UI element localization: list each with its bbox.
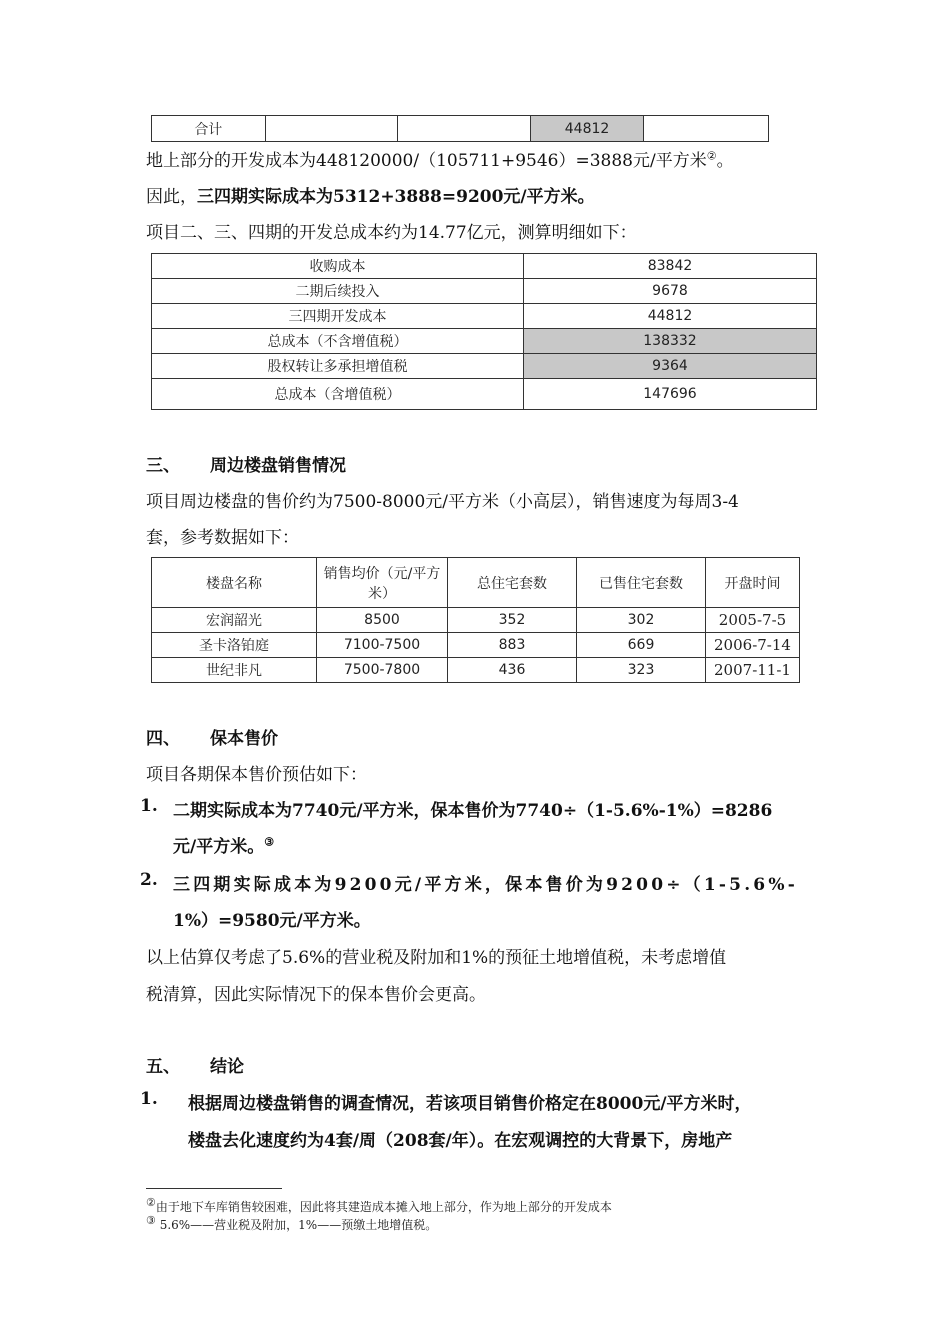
table-cell: 44812 [530,116,644,142]
list-item-phase34: 三四期实际成本为9200元/平方米，保本售价为9200÷（1-5.6%- [173,875,798,895]
table-row [152,304,817,329]
text: 地上部分的开发成本为448120000/（105711+9546）=3888元/平方米 [146,151,707,171]
table-row [152,379,817,410]
table-cell: 138332 [524,329,817,354]
paragraph-phase34-cost [146,182,595,207]
section-3-heading [146,451,346,476]
table-cell [398,116,531,142]
table-cell: 三四期开发成本 [152,304,524,329]
table-header-cell: 楼盘名称 [152,558,317,608]
table-header-cell: 已售住宅套数 [577,558,706,608]
table-cell: 302 [577,608,706,633]
table-cell: 股权转让多承担增值税 [152,354,524,379]
table-cell: 669 [577,633,706,658]
table-row [152,279,817,304]
table-row [152,254,817,279]
footnote-mark: ② [146,1196,156,1209]
paragraph-breakeven-intro: 项目各期保本售价预估如下： [146,765,367,785]
table-header-row [152,558,800,608]
footnote-separator [146,1188,282,1189]
list-item-number: 1. [140,796,158,816]
footnote-mark: ③ [264,835,275,849]
list-item-phase2: 二期实际成本为7740元/平方米，保本售价为7740÷（1-5.6%-1%）=8286 [173,801,773,821]
table-cell: 收购成本 [152,254,524,279]
table-cell: 323 [577,658,706,683]
paragraph-surrounding-prices-cont: 套，参考数据如下： [146,528,299,548]
footnote-mark: ② [706,149,717,163]
table-row [152,116,769,142]
list-item-number: 2. [140,870,158,890]
section-number: 五、 [146,1057,180,1077]
footnote-3 [146,1214,437,1233]
paragraph-surrounding-prices: 项目周边楼盘的售价约为7500-8000元/平方米（小高层），销售速度为每周3-4 [146,492,739,512]
footnote-2 [146,1196,612,1215]
table-cell: 圣卡洛铂庭 [152,633,317,658]
cost-breakdown-table [151,253,817,410]
table-cell: 总成本（不含增值税） [152,329,524,354]
surrounding-projects-table [151,557,800,683]
text: 由于地下车库销售较困难，因此将其建造成本摊入地上部分，作为地上部分的开发成本 [155,1200,612,1214]
section-number: 三、 [146,456,180,476]
table-cell: 883 [448,633,577,658]
table-cell: 合计 [152,116,266,142]
table-cell: 9364 [524,354,817,379]
table-cell: 8500 [317,608,448,633]
table-row [152,658,800,683]
section-5-heading [146,1052,244,1077]
text: 因此， [146,187,197,207]
table-cell: 7100-7500 [317,633,448,658]
table-cell: 352 [448,608,577,633]
cost-table-total [151,115,769,142]
table-cell [265,116,398,142]
list-item-conclusion: 根据周边楼盘销售的调查情况，若该项目销售价格定在8000元/平方米时， [188,1094,752,1114]
table-cell: 总成本（含增值税） [152,379,524,410]
table-cell: 83842 [524,254,817,279]
table-cell: 9678 [524,279,817,304]
table-row [152,633,800,658]
list-item-phase2-cont [173,832,274,857]
table-cell: 宏润韶光 [152,608,317,633]
table-cell: 147696 [524,379,817,410]
list-item-phase34-cont: 1%）=9580元/平方米。 [173,911,371,931]
list-item-conclusion-cont: 楼盘去化速度约为4套/周（208套/年）。在宏观调控的大背景下，房地产 [188,1131,733,1151]
table-cell: 世纪非凡 [152,658,317,683]
table-cell [644,116,769,142]
section-title: 保本售价 [210,729,278,749]
text: 。 [716,151,734,171]
table-cell: 436 [448,658,577,683]
paragraph-note: 以上估算仅考虑了5.6%的营业税及附加和1%的预征土地增值税，未考虑增值 [146,948,727,968]
section-4-heading [146,724,278,749]
table-row [152,608,800,633]
table-cell: 二期后续投入 [152,279,524,304]
text: 5.6%——营业税及附加，1%——预缴土地增值税。 [155,1218,438,1232]
paragraph-note-cont: 税清算，因此实际情况下的保本售价会更高。 [146,985,486,1005]
bold-text: 三四期实际成本为5312+3888=9200元/平方米。 [197,187,595,207]
table-cell: 7500-7800 [317,658,448,683]
table-cell: 2007-11-1 [706,658,800,683]
list-item-number: 1. [140,1089,158,1109]
table-cell: 2005-7-5 [706,608,800,633]
section-title: 周边楼盘销售情况 [210,456,346,476]
table-cell: 2006-7-14 [706,633,800,658]
paragraph-total-cost: 项目二、三、四期的开发总成本约为14.77亿元，测算明细如下： [146,223,637,243]
table-row [152,354,817,379]
table-header-cell: 销售均价（元/平方米） [317,558,448,608]
paragraph-above-ground-cost [146,146,734,171]
table-cell: 44812 [524,304,817,329]
section-title: 结论 [210,1057,244,1077]
text: 元/平方米。 [173,837,265,857]
table-header-cell: 总住宅套数 [448,558,577,608]
footnote-mark: ③ [146,1214,156,1227]
table-header-cell: 开盘时间 [706,558,800,608]
table-row [152,329,817,354]
section-number: 四、 [146,729,180,749]
